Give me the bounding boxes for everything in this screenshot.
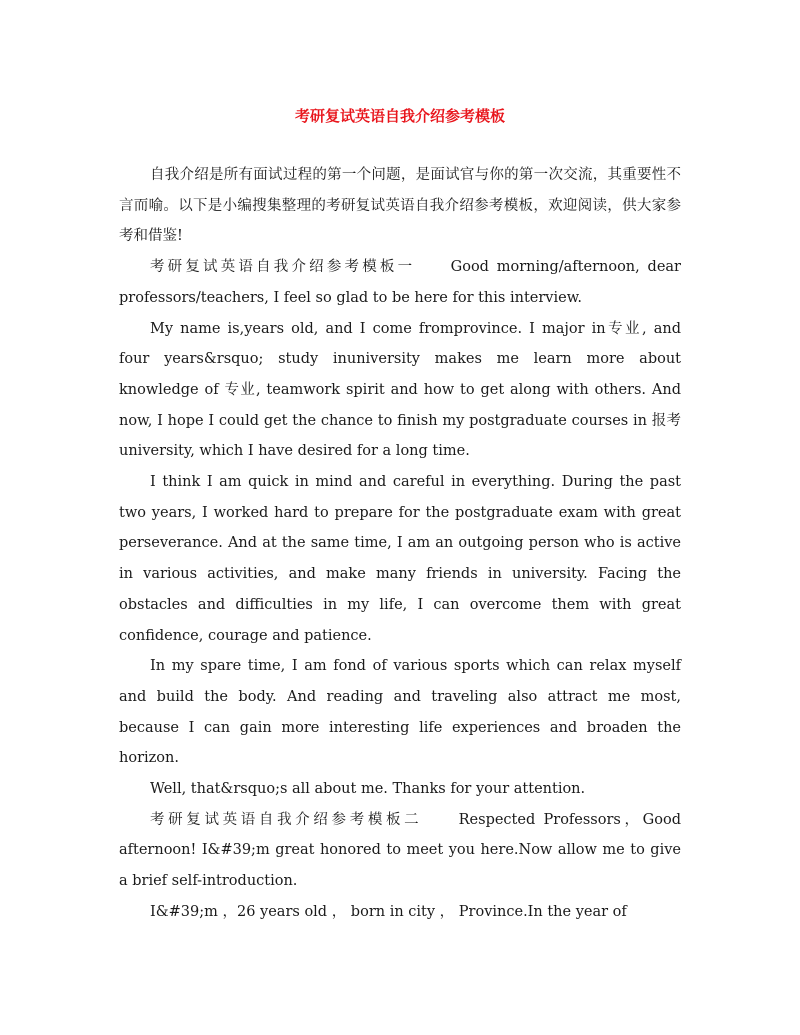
paragraph: Well, that&rsquo;s all about me. Thanks for your attention. [150,781,586,798]
document-body [119,160,681,928]
paragraph-template-two-heading: 考研复试英语自我介绍参考模板二 Respected Professors，Good afternoon! I&#39;m great honored to meet you here.Now allow me to give a brief self-introduction. [119,811,681,890]
paragraph: My name is,years old, and I come fromprovince. I major in专业, and four years&rsquo; study inuniversity makes me learn more about knowledge of 专业, teamwork spirit and how to get along with others. And now, I hope I could get the chance to finish my postgraduate courses in 报考university, which I have desired for a long time. [119,320,681,460]
paragraph-intro: 自我介绍是所有面试过程的第一个问题，是面试官与你的第一次交流，其重要性不言而喻。以下是小编搜集整理的考研复试英语自我介绍参考模板，欢迎阅读，供大家参考和借鉴! [119,167,681,245]
paragraph: In my spare time, I am fond of various sports which can relax myself and build the body. And reading and traveling also attract me most, because I can gain more interesting life experiences and broaden the horizon. [119,658,681,767]
paragraph: I&#39;m ，26 years old ， born in city ， Province.In the year of [150,903,627,920]
paragraph: I think I am quick in mind and careful in everything. During the past two years, I worked hard to prepare for the postgraduate exam with great perseverance. And at the same time, I am an outgoing person who is active in various activities, and make many friends in university. Facing the obstacles and difficulties in my life, I can overcome them with great confidence, courage and patience. [119,474,681,644]
document-title: 考研复试英语自我介绍参考模板 [294,107,505,125]
paragraph-template-one-heading: 考研复试英语自我介绍参考模板一 Good morning/afternoon, dear professors/teachers, I feel so glad to be here for this interview. [119,259,681,306]
